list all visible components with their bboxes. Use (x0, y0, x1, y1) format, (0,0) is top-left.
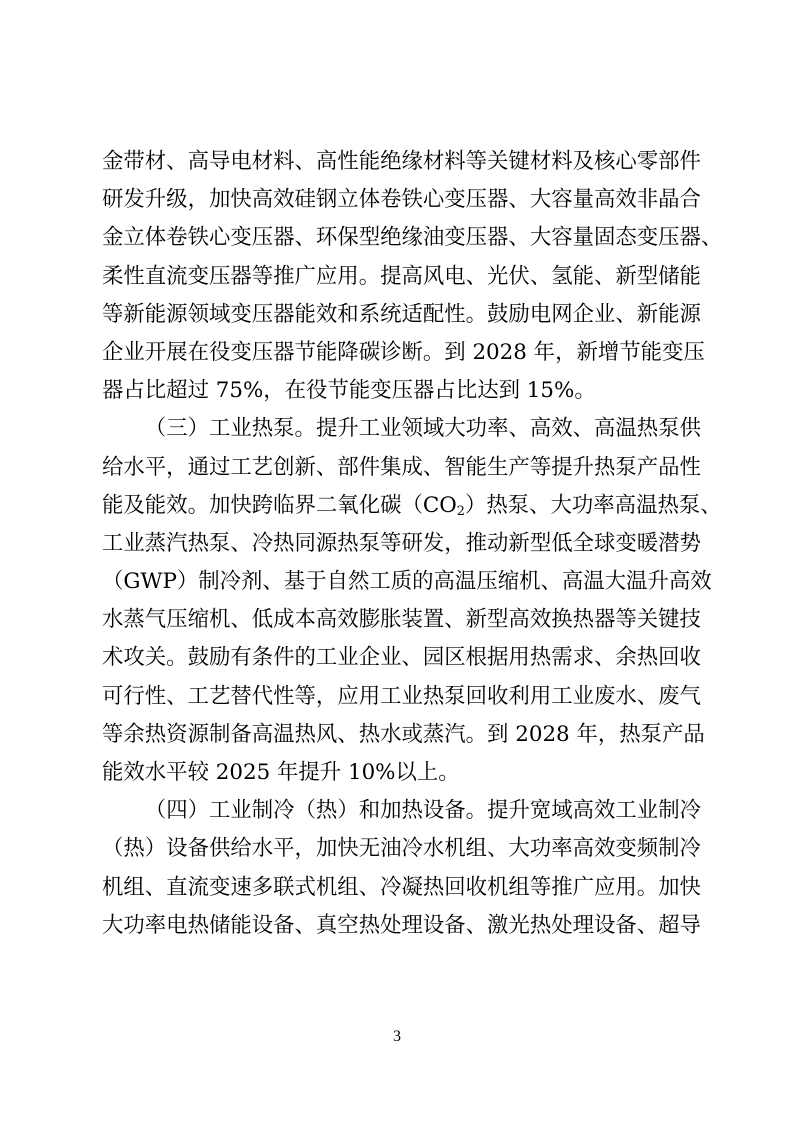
body-text (102, 143, 723, 945)
text-line: 水蒸气压缩机、低成本高效膨胀装置、新型高效换热器等关键技 (102, 607, 701, 633)
text-run: 提升工业领域大功率、高效、高温热泵供 (315, 416, 701, 442)
text-line: 可行性、工艺替代性等，应用工业热泵回收利用工业废水、废气 (102, 683, 701, 709)
text-line: 企业开展在役变压器节能降碳诊断。到 2028 年，新增节能变压 (102, 339, 705, 365)
text-line (102, 410, 701, 448)
text-line: 金立体卷铁心变压器、环保型绝缘油变压器、大容量固态变压器、 (102, 225, 723, 251)
paragraph-transformers (102, 143, 723, 410)
paragraph-industrial-heat-pumps (102, 410, 722, 792)
text-run: 提升宽域高效工业制冷 (487, 798, 701, 824)
text-line: 术攻关。鼓励有条件的工业企业、园区根据用热需求、余热回收 (102, 645, 701, 671)
text-line (102, 487, 722, 525)
text-line: 机组、直流变速多联式机组、冷凝热回收机组等推广应用。加快 (102, 874, 701, 900)
page-number: 3 (393, 1028, 401, 1045)
text-line: 工业蒸汽热泵、冷热同源热泵等研发，推动新型低全球变暖潜势 (102, 530, 701, 556)
text-line: （热）设备供给水平，加快无油冷水机组、大功率高效变频制冷 (102, 836, 701, 862)
text-line: 大功率电热储能设备、真空热处理设备、激光热处理设备、超导 (102, 912, 701, 938)
text-line: 等余热资源制备高温热风、热水或蒸汽。到 2028 年，热泵产品 (102, 721, 705, 747)
text-line: 研发升级，加快高效硅钢立体卷铁心变压器、大容量高效非晶合 (102, 187, 701, 213)
text-line: 金带材、高导电材料、高性能绝缘材料等关键材料及核心零部件 (102, 149, 701, 174)
text-line: 柔性直流变压器等推广应用。提高风电、光伏、氢能、新型储能 (102, 263, 701, 289)
text-line: （GWP）制冷剂、基于自然工质的高温压缩机、高温大温升高效 (102, 569, 712, 595)
text-run: 能及能效。加快跨临界二氧化碳（CO (102, 492, 457, 518)
text-run: ）热泵、大功率高温热泵、 (464, 492, 722, 518)
text-line: 能效水平较 2025 年提升 10%以上。 (102, 760, 460, 785)
text-line: 给水平，通过工艺创新、部件集成、智能生产等提升热泵产品性 (102, 454, 701, 480)
text-line: 器占比超过 75%，在役节能变压器占比达到 15%。 (102, 378, 596, 404)
section-heading: （四）工业制冷（热）和加热设备。 (144, 798, 488, 824)
text-line (102, 792, 701, 830)
subscript: 2 (456, 503, 465, 519)
section-heading: （三）工业热泵。 (144, 416, 316, 442)
paragraph-industrial-refrigeration (102, 792, 701, 945)
text-line: 等新能源领域变压器能效和系统适配性。鼓励电网企业、新能源 (102, 301, 701, 327)
